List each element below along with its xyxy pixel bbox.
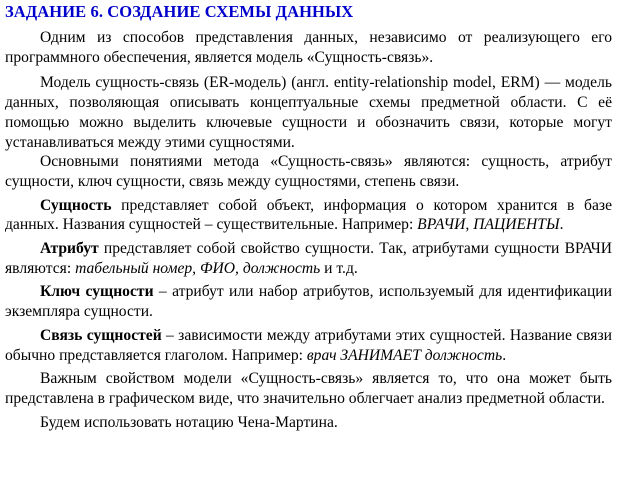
term-relationship: Связь сущностей: [40, 326, 162, 344]
paragraph-graphic: Важным свойством модели «Сущность-связь» является то, что она может быть представлена в графическом виде, что значительно облегчает анализ предметной области.: [5, 370, 612, 407]
paragraph-attribute: [5, 239, 612, 278]
key-text: – атрибут или набор атрибутов, используемый для идентификации экземпляра сущности.: [5, 283, 612, 321]
document-page: [5, 2, 612, 432]
attribute-text: представляет собой свойство сущности. Так, атрибутами сущности ВРАЧИ являются:: [5, 240, 612, 277]
paragraph-concepts: Основными понятиями метода «Сущность-связь» являются: сущность, атрибут сущности, ключ сущности, связь между сущностями, степень связи.: [5, 153, 612, 190]
relationship-example: врач ЗАНИМАЕТ должность: [306, 346, 503, 364]
term-entity: Сущность: [40, 196, 112, 214]
paragraph-key: [5, 282, 612, 321]
entity-text: представляет собой объект, информация о котором хранится в базе данных. Названия сущностей – существительные. Например:: [5, 196, 612, 234]
entity-end: .: [559, 216, 564, 234]
relationship-text: – зависимости между атрибутами этих сущностей. Название связи обычно представляется глаголом. Например:: [5, 326, 612, 364]
paragraph-notation: Будем использовать нотацию Чена-Мартина.: [40, 413, 338, 431]
entity-example: ВРАЧИ, ПАЦИЕНТЫ: [417, 216, 560, 234]
paragraph-entity: [5, 196, 612, 235]
attribute-example: табельный номер, ФИО, должность: [75, 259, 321, 277]
attribute-end: и т.д.: [320, 259, 358, 277]
section-heading: ЗАДАНИЕ 6. СОЗДАНИЕ СХЕМЫ ДАННЫХ: [5, 2, 354, 21]
term-key: Ключ сущности: [40, 283, 154, 301]
relationship-end: .: [502, 346, 507, 364]
term-attribute: Атрибут: [40, 240, 99, 258]
paragraph-relationship: [5, 326, 612, 365]
paragraph-intro: Одним из способов представления данных, независимо от реализующего его программного обеспечения, является модель «Сущность-связь».: [5, 29, 612, 66]
paragraph-er-model: Модель сущность-связь (ER-модель) (англ. entity-relationship model, ERM) — модель данных, позволяющая описывать концептуальные схемы предметной области. С её помощью можно выделить ключевые сущности и обозначить связи, которые могут устанавливаться между этими сущностями.: [5, 74, 612, 151]
